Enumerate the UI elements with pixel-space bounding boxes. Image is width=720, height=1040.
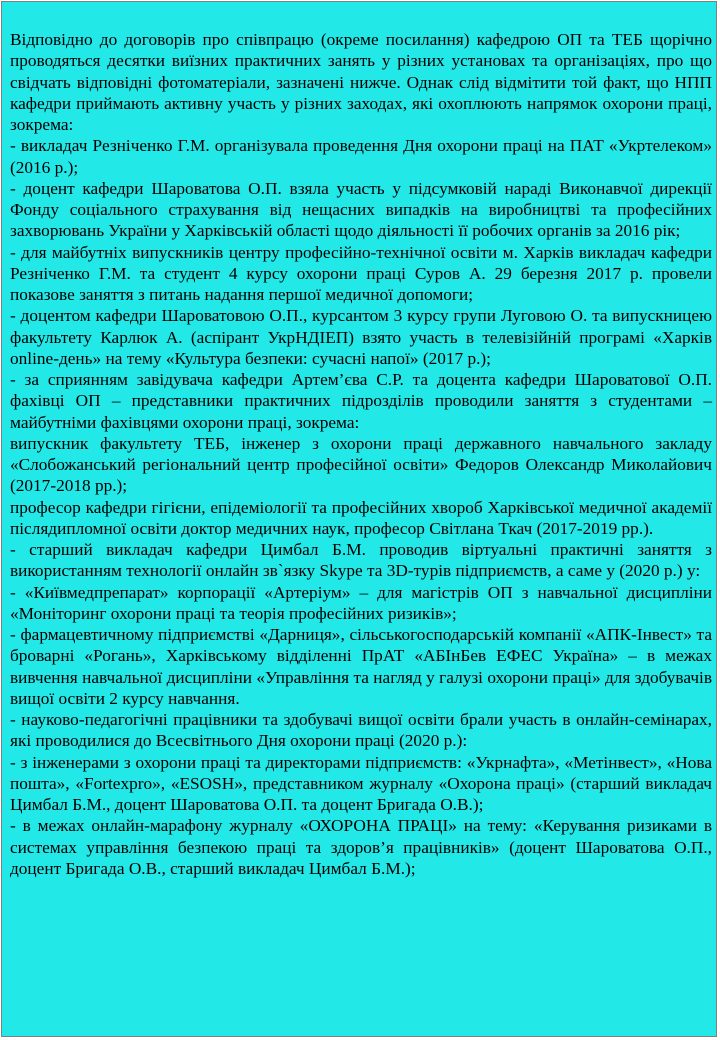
list-item-ukrtelecom: - викладач Резніченко Г.М. організувала проведення Дня охорони праці на ПАТ «Укртелеком» (2016 р.);	[10, 136, 712, 177]
list-item-tkach: професор кафедри гігієни, епідеміології та професійних хвороб Харківської медичної академії післядипломної освіти доктор медичних наук, професор Світлана Ткач (2017-2019 рр.).	[10, 497, 712, 538]
list-item-virtual-lessons: - старший викладач кафедри Цимбал Б.М. проводив віртуальні практичні заняття з використанням технології онлайн зв`язку Skype та 3D-турів підприємств, а саме у (2020 р.) у:	[10, 540, 712, 581]
list-item-practitioner-lessons: - за сприянням завідувача кафедри Артем’єва С.Р. та доцента кафедри Шароватової О.П. фахівці ОП – представники практичних підрозділів проводили заняття з студентами – майбутніми фахівцями охорони праці, зокрема:	[10, 370, 712, 432]
document-page	[1, 1, 717, 1037]
list-item-online-seminars: - науково-педагогічні працівники та здобувачі вищої освіти брали участь в онлайн-семінарах, які проводилися до Всесвітнього Дня охорони праці (2020 р.):	[10, 710, 712, 751]
list-item-engineers-directors: - з інженерами з охорони праці та директорами підприємств: «Укрнафта», «Метінвест», «Нова пошта», «Fortexpro», «ESOSH», представником журналу «Охорона праці» (старший викладач Цимбал Б.М., доцент Шароватова О.П. та доцент Бригада О.В.);	[10, 752, 712, 814]
list-item-social-insurance-fund: - доцент кафедри Шароватова О.П. взяла участь у підсумковій нараді Виконавчої дирекції Фонду соціального страхування від нещасних випадків на виробництві та професійних захворювань України у Харківській області щодо діяльності її робочих органів за 2016 рік;	[10, 178, 712, 241]
list-item-fedorov: випускник факультету ТЕБ, інженер з охорони праці державного навчального закладу «Слобожанський регіональний центр професійної освіти» Федоров Олександр Миколайович (2017-2018 рр.);	[10, 433, 712, 496]
list-item-kyivmedpreparat: - «Київмедпрепарат» корпорації «Артеріум» – для магістрів ОП з навчальної дисципліни «Моніторинг охорони праці та теорія професійних ризиків»;	[10, 582, 712, 623]
intro-paragraph: Відповідно до договорів про співпрацю (окреме посилання) кафедрою ОП та ТЕБ щорічно проводяться десятки виїзних практичних занять у різних установах та організаціях, про що свідчать відповідні фотоматеріали, зазначені нижче. Однак слід відмітити той факт, що НПП кафедри приймають активну участь у різних заходах, які охоплюють напрямок охорони праці, зокрема:	[10, 30, 712, 134]
list-item-darnytsia: - фармацевтичному підприємстві «Дарниця», сільськогосподарській компанії «АПК-Інвест» та броварні «Рогань», Харківському відділенні ПрАТ «АБІнБев ЕФЕС Україна» – в межах вивчення навчальної дисципліни «Управління та нагляд у галузі охорони праці» для здобувачів вищої освіти 2 курсу навчання.	[10, 625, 712, 708]
list-item-tv-program: - доцентом кафедри Шароватовою О.П., курсантом 3 курсу групи Луговою О. та випускницею факультету Карлюк А. (аспірант УкрНДІЕП) взято участь в телевізійній програмі «Харків online-день» на тему «Культура безпеки: сучасні напої» (2017 р.);	[10, 306, 712, 368]
document-text	[10, 29, 712, 879]
list-item-online-marathon: - в межах онлайн-марафону журналу «ОХОРОНА ПРАЦІ» на тему: «Керування ризиками в системах управління безпекою праці та здоров’я працівників» (доцент Шароватова О.П., доцент Бригада О.В., старший викладач Цимбал Б.М.);	[10, 816, 712, 878]
list-item-first-aid-lesson: - для майбутніх випускників центру професійно-технічної освіти м. Харків викладач кафедри Резніченко Г.М. та студент 4 курсу охорони праці Суров А. 29 березня 2017 р. провели показове заняття з питань надання першої медичної допомоги;	[10, 242, 712, 304]
